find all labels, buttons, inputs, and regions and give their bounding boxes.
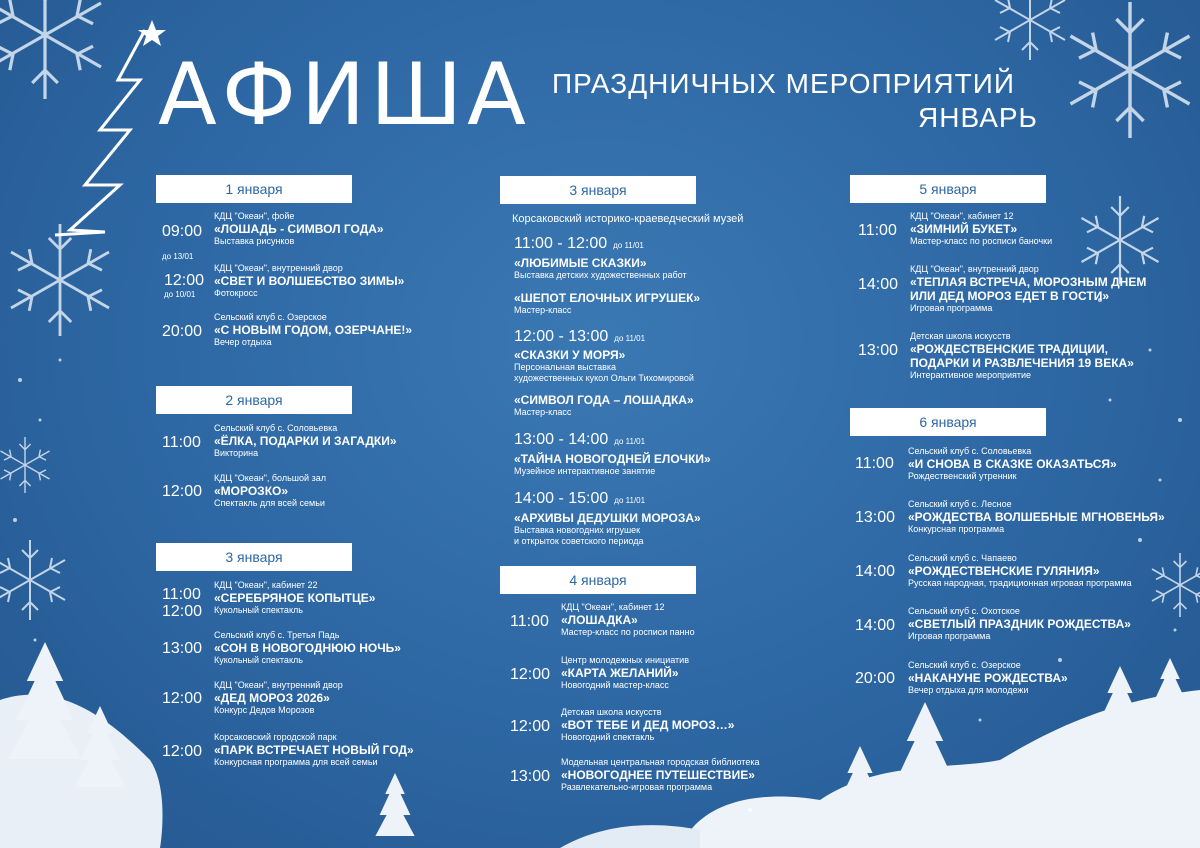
event-time: 14:00: [855, 563, 896, 580]
event-until: до 11/01: [614, 437, 646, 446]
event-venue: КДЦ "Океан", внутренний двор: [910, 264, 1039, 274]
event-type: Рождественский утренник: [908, 471, 1017, 481]
event-time: 12:00: [164, 272, 205, 289]
event-name: «РОЖДЕСТВЕНСКИЕ ГУЛЯНИЯ»: [908, 564, 1100, 578]
event-time: 11:00: [510, 613, 549, 630]
event-name: «ШЕПОТ ЕЛОЧНЫХ ИГРУШЕК»: [514, 291, 701, 305]
event-type: Вечер отдыха: [214, 337, 272, 347]
event-name: «ПАРК ВСТРЕЧАЕТ НОВЫЙ ГОД»: [214, 743, 414, 757]
event-venue: Сельский клуб с. Чапаево: [908, 553, 1017, 563]
event-type: Развлекательно-игровая программа: [561, 782, 713, 792]
page-title: АФИША: [158, 45, 531, 145]
snowflake-icon: [0, 0, 101, 99]
event-type: Мастер-класс по росписи панно: [561, 627, 695, 637]
event-name: «ЛОШАДКА»: [561, 613, 638, 627]
event-venue: Детская школа искусств: [561, 707, 662, 717]
event-type: Конкурсная программа для всей семьи: [214, 757, 378, 767]
event-item: [908, 499, 1165, 535]
event-time: 13:00: [858, 342, 899, 359]
event-time: 11:00: [162, 434, 201, 451]
event-type: Кукольный спектакль: [214, 655, 303, 665]
event-type: Кукольный спектакль: [214, 605, 303, 615]
event-type: Игровая программа: [910, 303, 993, 313]
event-venue: КДЦ "Океан", кабинет 12: [561, 602, 665, 612]
event-item: [214, 211, 384, 247]
day-header-jan5: 5 января: [850, 175, 1046, 203]
event-until: до 11/01: [614, 334, 646, 343]
event-item: [514, 511, 701, 547]
event-until: до 11/01: [613, 241, 644, 250]
event-venue: Сельский клуб с. Лесное: [908, 499, 1012, 509]
event-venue: КДЦ "Океан", внутренний двор: [214, 263, 343, 273]
event-until: до 11/01: [614, 496, 646, 505]
event-venue: Сельский клуб с. Третья Падь: [214, 630, 340, 640]
zigzag-tree-icon: [55, 20, 166, 235]
event-venue: КДЦ "Океан", кабинет 22: [214, 580, 318, 590]
event-item: [910, 331, 1134, 381]
event-item: [514, 291, 700, 316]
snowflake-icon: [1071, 2, 1190, 138]
event-time: 20:00: [162, 323, 203, 340]
event-name: «СИМВОЛ ГОДА – ЛОШАДКА»: [514, 393, 694, 407]
event-time: 20:00: [855, 670, 896, 687]
day-header-jan3: 3 января: [156, 543, 352, 571]
event-item: [561, 757, 759, 793]
time-range-value: 13:00 - 14:00: [514, 431, 609, 448]
event-name: «ТАЙНА НОВОГОДНЕЙ ЕЛОЧКИ»: [514, 452, 711, 466]
event-item: [514, 393, 694, 418]
event-name: «ЁЛКА, ПОДАРКИ И ЗАГАДКИ»: [214, 434, 397, 448]
event-type: Конкурс Дедов Морозов: [214, 705, 315, 715]
event-type: Мастер-класс: [514, 305, 572, 315]
event-venue: Детская школа искусств: [910, 331, 1011, 341]
event-name: «С НОВЫМ ГОДОМ, ОЗЕРЧАНЕ!»: [214, 323, 413, 337]
event-time: 12:00: [162, 690, 203, 707]
event-name: «АРХИВЫ ДЕДУШКИ МОРОЗА»: [514, 511, 701, 525]
event-type: Выставка рисунков: [214, 236, 295, 246]
event-item: [910, 211, 1052, 247]
event-type: Новогодний мастер-класс: [561, 680, 669, 690]
event-item: [214, 680, 343, 716]
event-name: «ВОТ ТЕБЕ И ДЕД МОРОЗ…»: [561, 718, 735, 732]
event-type: Игровая программа: [908, 631, 991, 641]
event-item: [561, 655, 689, 691]
event-type: Русская народная, традиционная игровая программа: [908, 578, 1132, 588]
event-time: 11:00: [858, 222, 897, 239]
event-type: Викторина: [214, 448, 259, 458]
event-time: 14:00: [855, 617, 896, 634]
event-name: «И СНОВА В СКАЗКЕ ОКАЗАТЬСЯ»: [908, 457, 1117, 471]
event-until: до 13/01: [162, 252, 194, 261]
event-type: Спектакль для всей семьи: [214, 498, 325, 508]
event-name: «РОЖДЕСТВА ВОЛШЕБНЫЕ МГНОВЕНЬЯ»: [908, 510, 1165, 524]
event-item: [214, 423, 397, 459]
event-venue: КДЦ "Океан", большой зал: [214, 473, 326, 483]
event-name: «ДЕД МОРОЗ 2026»: [214, 691, 330, 705]
snowflake-icon: [995, 0, 1065, 60]
time-range: [514, 329, 645, 347]
time-range-value: 11:00 - 12:00: [514, 235, 608, 252]
event-item: [214, 630, 401, 666]
event-time: 13:00: [162, 640, 203, 657]
page-subtitle: ПРАЗДНИЧНЫХ МЕРОПРИЯТИЙ: [552, 68, 1015, 99]
page-subtitle-month: ЯНВАРЬ: [918, 102, 1038, 133]
event-name-line2: ПОДАРКИ И РАЗВЛЕЧЕНИЯ 19 ВЕКА»: [910, 356, 1134, 370]
event-name: «НАКАНУНЕ РОЖДЕСТВА»: [908, 671, 1068, 685]
event-name: «РОЖДЕСТВЕНСКИЕ ТРАДИЦИИ,: [910, 342, 1108, 356]
event-item: [214, 312, 412, 348]
snowflake-icon: [1, 437, 50, 493]
event-item: [514, 348, 694, 384]
event-time: 14:00: [858, 276, 899, 293]
event-item: [514, 452, 711, 477]
event-type: Фотокросс: [214, 288, 258, 298]
time-range: [514, 236, 644, 254]
event-time: 12:00: [162, 743, 203, 760]
event-item: [514, 256, 687, 281]
day-header-jan4: 4 января: [500, 566, 696, 594]
event-name: «СЕРЕБРЯНОЕ КОПЫТЦЕ»: [214, 591, 376, 605]
event-item: [214, 473, 326, 509]
event-item: [214, 580, 375, 616]
snowflake-icon: [1152, 553, 1200, 617]
event-time: 11:00: [855, 455, 894, 472]
event-time: 12:00: [162, 483, 203, 500]
event-type: художественных кукол Ольги Тихомировой: [514, 373, 694, 383]
event-name: «СКАЗКИ У МОРЯ»: [514, 348, 626, 362]
day-header-jan2: 2 января: [156, 386, 352, 414]
time-range-value: 14:00 - 15:00: [514, 490, 609, 507]
event-name: «НОВОГОДНЕЕ ПУТЕШЕСТВИЕ»: [561, 768, 755, 782]
event-type: и открыток советского периода: [514, 536, 644, 546]
event-venue: КДЦ "Океан", фойе: [214, 211, 295, 221]
time-range-value: 12:00 - 13:00: [514, 328, 609, 345]
event-item: [908, 446, 1117, 482]
event-venue: КДЦ "Океан", кабинет 12: [910, 211, 1014, 221]
event-item: [910, 264, 1146, 314]
event-type: Новогодний спектакль: [561, 732, 655, 742]
event-time: 12:00: [510, 666, 551, 683]
event-item: [561, 707, 734, 743]
event-venue: Сельский клуб с. Соловьевка: [908, 446, 1032, 456]
event-name-line2: ИЛИ ДЕД МОРОЗ ЕДЕТ В ГОСТИ»: [910, 289, 1109, 303]
event-name: «ТЕПЛАЯ ВСТРЕЧА, МОРОЗНЫМ ДНЕМ: [910, 275, 1147, 289]
event-item: [561, 602, 695, 638]
event-name: «СВЕТЛЫЙ ПРАЗДНИК РОЖДЕСТВА»: [908, 617, 1131, 631]
event-time: 12:00: [162, 603, 203, 620]
snowflake-icon: [0, 540, 65, 620]
event-venue: Сельский клуб с. Охотское: [908, 606, 1020, 616]
event-time: 13:00: [510, 768, 551, 785]
event-venue: Сельский клуб с. Соловьевка: [214, 423, 338, 433]
day-header-jan6: 6 января: [850, 408, 1046, 436]
event-name: «ЛЮБИМЫЕ СКАЗКИ»: [514, 256, 647, 270]
time-range: [514, 491, 645, 509]
day-header-jan1: 1 января: [156, 175, 352, 203]
event-name: «СВЕТ И ВОЛШЕБСТВО ЗИМЫ»: [214, 274, 405, 288]
event-item: [214, 732, 414, 768]
event-type: Выставка детских художественных работ: [514, 270, 687, 280]
event-type: Мастер-класс по росписи баночки: [910, 236, 1053, 246]
event-type: Персональная выставка: [514, 362, 617, 372]
event-venue: КДЦ "Океан", внутренний двор: [214, 680, 343, 690]
event-type: Мастер-класс: [514, 407, 572, 417]
event-name: «КАРТА ЖЕЛАНИЙ»: [561, 666, 679, 680]
event-name: «ЛОШАДЬ - СИМВОЛ ГОДА»: [214, 222, 384, 236]
event-type: Вечер отдыха для молодежи: [908, 685, 1029, 695]
event-time: 13:00: [855, 509, 896, 526]
event-item: [908, 553, 1132, 589]
event-item: [908, 660, 1068, 696]
event-name: «МОРОЗКО»: [214, 484, 289, 498]
event-venue: Корсаковский городской парк: [214, 732, 337, 742]
event-venue: Сельский клуб с. Озерское: [908, 660, 1021, 670]
event-name: «ЗИМНИЙ БУКЕТ»: [910, 222, 1018, 236]
event-type: Выставка новогодних игрушек: [514, 525, 641, 535]
event-until: до 10/01: [164, 290, 196, 299]
event-time: 12:00: [510, 718, 551, 735]
snowflake-icon: [11, 224, 109, 336]
event-item: [214, 263, 404, 299]
event-name: «СОН В НОВОГОДНЮЮ НОЧЬ»: [214, 641, 401, 655]
event-venue: Модельная центральная городская библиотека: [561, 757, 760, 767]
event-time: 11:00: [162, 586, 201, 603]
event-venue: Сельский клуб с. Озерское: [214, 312, 327, 322]
museum-venue: Корсаковский историко-краеведческий музей: [512, 213, 744, 225]
day-header-jan3-museum: 3 января: [500, 176, 696, 204]
time-range: [514, 432, 645, 450]
event-item: [908, 606, 1131, 642]
event-type: Интерактивное мероприятие: [910, 370, 1032, 380]
event-time: 09:00: [162, 223, 203, 240]
event-type: Конкурсная программа: [908, 524, 1005, 534]
event-venue: Центр молодежных инициатив: [561, 655, 689, 665]
event-type: Музейное интерактивное занятие: [514, 466, 656, 476]
